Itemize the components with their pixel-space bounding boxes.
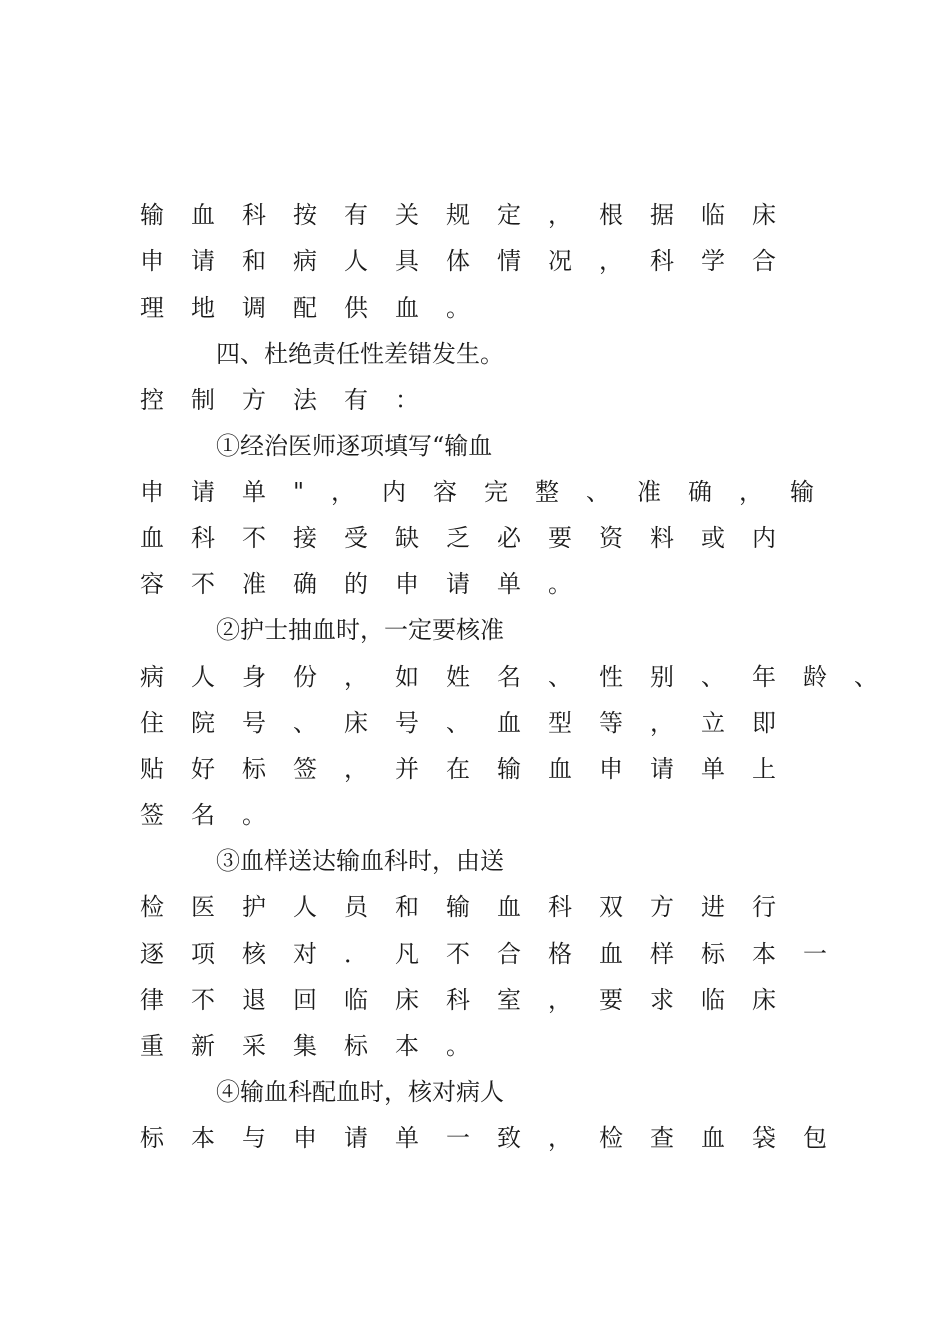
text-line: 申请单"，内容完整、准确，输 [140, 478, 842, 506]
text-line: 血科不接受缺乏必要资料或内 [140, 524, 803, 552]
text-line: 律不退回临床科室，要求临床 [140, 986, 803, 1014]
text-line: 检医护人员和输血科双方进行 [140, 893, 803, 921]
text-line: 逐项核对．凡不合格血样标本一 [140, 940, 854, 968]
text-line: 控制方法有： [140, 386, 446, 414]
text-line: 理地调配供血。 [140, 294, 497, 322]
list-item-3: ③血样送达输血科时，由送 [216, 847, 504, 875]
text-line: 输血科按有关规定，根据临床 [140, 201, 803, 229]
text-line: 病人身份，如姓名、性别、年龄、 [140, 663, 905, 691]
text-line: 贴好标签，并在输血申请单上 [140, 755, 803, 783]
text-line: 容不准确的申请单。 [140, 570, 599, 598]
list-item-2: ②护士抽血时，一定要核准 [216, 616, 504, 644]
text-line: 签名。 [140, 801, 293, 829]
section-heading: 四、杜绝责任性差错发生。 [216, 340, 504, 368]
text-line: 住院号、床号、血型等，立即 [140, 709, 803, 737]
text-line: 标本与申请单一致，检查血袋包 [140, 1124, 854, 1152]
text-line: 重新采集标本。 [140, 1032, 497, 1060]
list-item-1: ①经治医师逐项填写“输血 [216, 432, 493, 460]
list-item-4: ④输血科配血时，核对病人 [216, 1078, 504, 1106]
text-line: 申请和病人具体情况，科学合 [140, 247, 803, 275]
